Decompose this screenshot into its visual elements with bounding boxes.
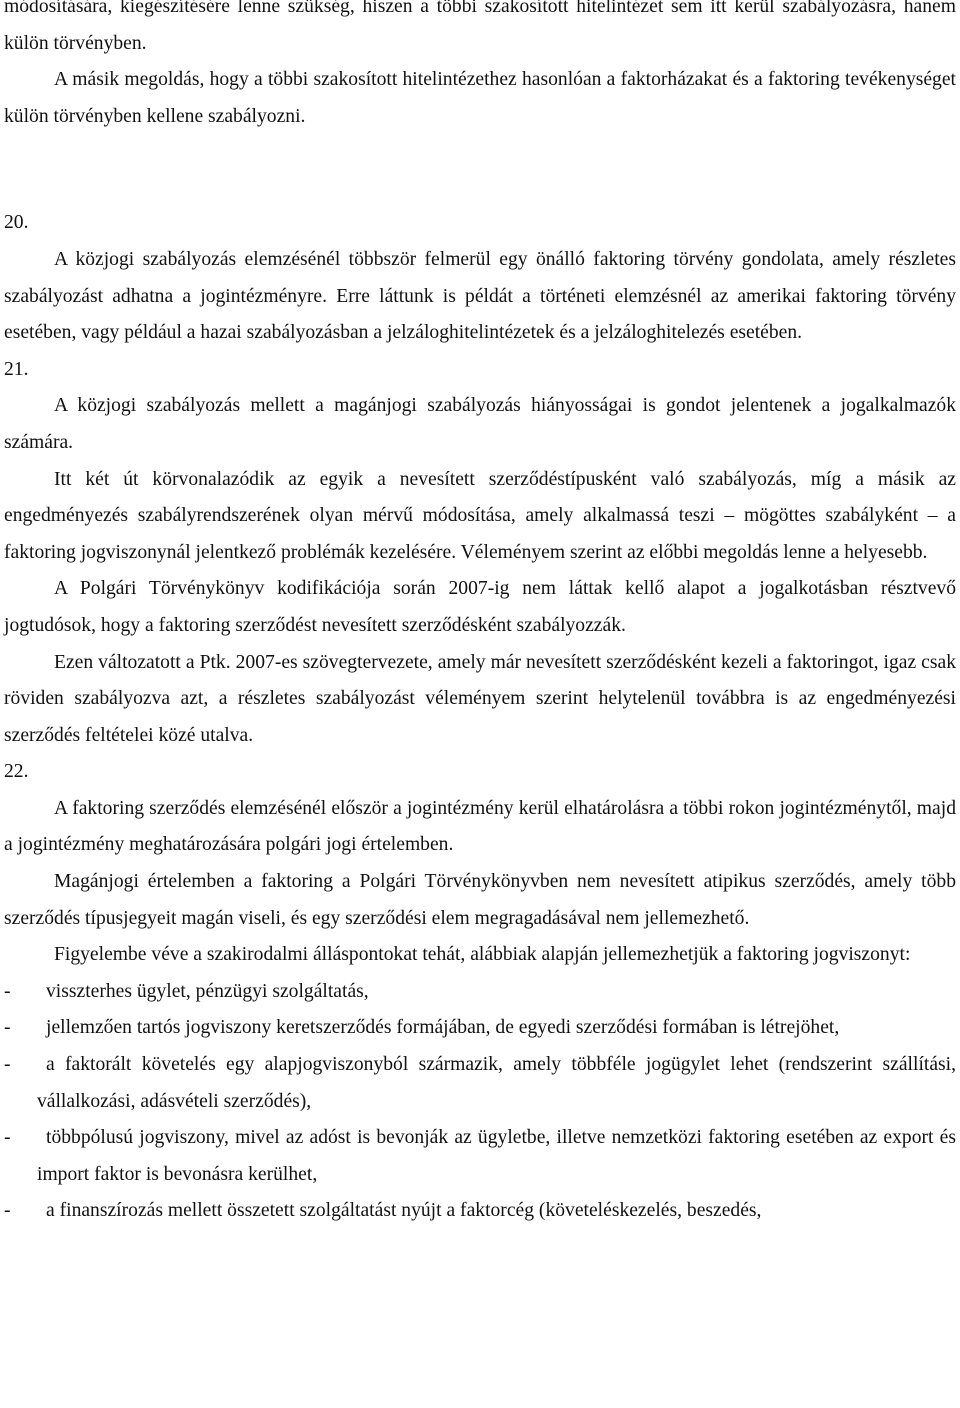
list-item-text bbox=[37, 1010, 956, 1047]
list-item bbox=[4, 974, 956, 1011]
paragraph: A Polgári Törvénykönyv kodifikációja során 2007-ig nem láttak kellő alapot a jogalkotásban résztvevő jogtudósok, hogy a faktoring szerződést nevesített szerződésként szabályozzák. bbox=[4, 578, 956, 636]
list-dash: - bbox=[4, 1054, 11, 1076]
paragraph: A közjogi szabályozás mellett a magánjogi szabályozás hiányosságai is gondot jelentenek a jogalkalmazók számára. bbox=[4, 395, 956, 453]
list-dash: - bbox=[4, 1017, 11, 1039]
spacer bbox=[4, 135, 956, 205]
paragraph: A faktoring szerződés elemzésénél először a jogintézmény kerül elhatárolásra a többi rokon jogintézménytől, majd a jogintézmény meghatározására polgári jogi értelemben. bbox=[4, 797, 956, 856]
list-item bbox=[4, 1010, 956, 1047]
document-body bbox=[4, 0, 956, 974]
list-item-content: többpólusú jogviszony, mivel az adóst is bevonják az ügyletbe, illetve nemzetközi faktoring esetében az export és import faktor is bevonásra kerülhet, bbox=[37, 1127, 956, 1185]
paragraph: Itt két út körvonalazódik az egyik a nevesített szerződéstípusként való szabályozás, míg a másik az engedményezés szabályrendszerének olyan mérvű módosítása, amely alkalmassá teszi – mögöttes szabályként – a faktoring jogviszonynál jelentkező problémák kezelésére. Véleményem szerint az előbbi megoldás lenne a helyesebb. bbox=[4, 468, 956, 563]
section-number: 20. bbox=[4, 212, 29, 234]
paragraph: Magánjogi értelemben a faktoring a Polgári Törvénykönyvben nem nevesített atipikus szerződés, amely több szerződés típusjegyeit magán viseli, és egy szerződési elem megragadásával nem jellemezhető. bbox=[4, 871, 956, 929]
list-dash: - bbox=[4, 1200, 11, 1222]
list-item-text bbox=[37, 1047, 956, 1120]
list-item-content: visszterhes ügylet, pénzügyi szolgáltatás, bbox=[46, 980, 369, 1002]
list-item-text bbox=[37, 1120, 956, 1193]
list-item bbox=[4, 1120, 956, 1193]
list-item bbox=[4, 1193, 956, 1230]
list-item-content: jellemzően tartós jogviszony keretszerződés formájában, de egyedi szerződési formában is létrejöhet, bbox=[46, 1017, 840, 1039]
paragraph: A másik megoldás, hogy a többi szakosított hitelintézethez hasonlóan a faktorházakat és a faktoring tevékenységet külön törvényben kellene szabályozni. bbox=[4, 69, 956, 127]
paragraph: A közjogi szabályozás elemzésénél többször felmerül egy önálló faktoring törvény gondolata, amely részletes szabályozást adhatna a jogintézményre. Erre láttunk is példát a történeti elemzésnél az amerikai faktoring törvény esetében, vagy például a hazai szabályozásban a jelzáloghitelintézetek és a jelzáloghitelezés esetében. bbox=[4, 248, 956, 344]
paragraph: Figyelembe véve a szakirodalmi álláspontokat tehát, alábbiak alapján jellemezhetjük a faktoring jogviszonyt: bbox=[54, 944, 911, 966]
list-item-text bbox=[37, 1193, 956, 1230]
list-item-text bbox=[37, 974, 956, 1011]
list-item-content: a faktorált követelés egy alapjogviszonyból származik, amely többféle jogügylet lehet (rendszerint szállítási, vállalkozási, adásvételi szerződés), bbox=[37, 1054, 956, 1112]
section-number: 22. bbox=[4, 761, 29, 783]
list-item bbox=[4, 1047, 956, 1120]
paragraph: módosítására, kiegészítésére lenne szükség, hiszen a többi szakosított hitelintézet sem itt kerül szabályozásra, hanem külön törvényben. bbox=[4, 0, 956, 54]
section-number: 21. bbox=[4, 358, 29, 380]
list-item-content: a finanszírozás mellett összetett szolgáltatást nyújt a faktorcég (követeléskezelés, beszedés, bbox=[46, 1200, 762, 1222]
document-page bbox=[4, 0, 956, 1230]
list-dash: - bbox=[4, 1127, 11, 1149]
paragraph: Ezen változatott a Ptk. 2007-es szövegtervezete, amely már nevesített szerződésként kezeli a faktoringot, igaz csak röviden szabályozva azt, a részletes szabályozást véleményem szerint helytelenül továbbra is az engedményezési szerződés feltételei közé utalva. bbox=[4, 651, 956, 746]
feature-list bbox=[4, 974, 956, 1230]
list-dash: - bbox=[4, 980, 11, 1002]
